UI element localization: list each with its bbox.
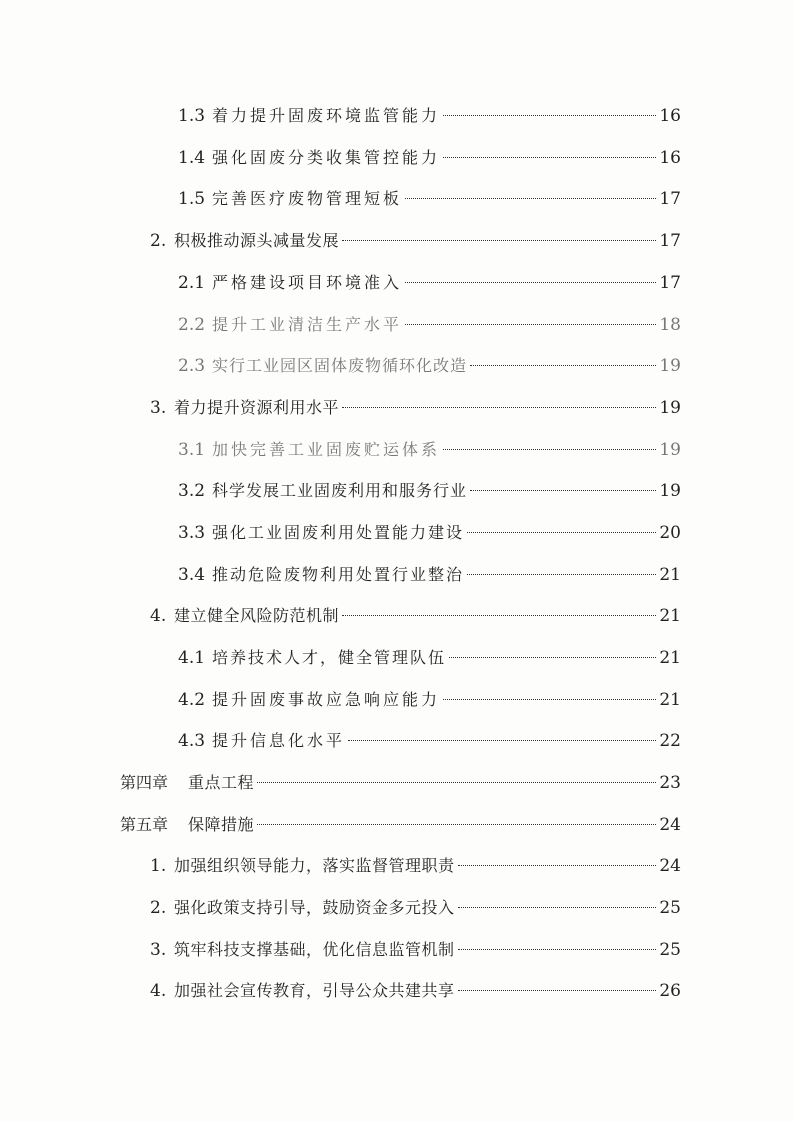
toc-leader-dots bbox=[470, 365, 656, 366]
toc-entry[interactable] bbox=[178, 187, 681, 211]
toc-entry-title: 着力提升固废环境监管能力 bbox=[212, 106, 441, 125]
toc-entry-page: 25 bbox=[659, 898, 681, 918]
toc-entry-title: 筑牢科技支撑基础，优化信息监管机制 bbox=[174, 940, 455, 959]
toc-leader-dots bbox=[458, 865, 656, 866]
toc-entry-page: 24 bbox=[659, 856, 681, 876]
toc-entry-number: 1.5 bbox=[178, 189, 206, 209]
toc-leader-dots bbox=[449, 657, 656, 658]
toc-leader-dots bbox=[443, 699, 656, 700]
toc-entry-title: 重点工程 bbox=[188, 773, 255, 792]
toc-entry-number: 1.4 bbox=[178, 148, 206, 168]
toc-entry-page: 16 bbox=[659, 148, 681, 168]
toc-leader-dots bbox=[257, 782, 656, 783]
toc-entry-title: 严格建设项目环境准入 bbox=[212, 273, 403, 292]
toc-entry-number: 4. bbox=[150, 981, 167, 1001]
toc-leader-dots bbox=[405, 198, 656, 199]
toc-entry-number: 2. bbox=[150, 898, 167, 918]
toc-entry-page: 17 bbox=[659, 189, 681, 209]
toc-leader-dots bbox=[458, 990, 656, 991]
toc-entry-page: 21 bbox=[659, 648, 681, 668]
toc-entry[interactable] bbox=[178, 688, 681, 712]
toc-entry-page: 25 bbox=[659, 940, 681, 960]
toc-entry-title: 强化固废分类收集管控能力 bbox=[212, 148, 441, 167]
toc-entry[interactable] bbox=[150, 396, 681, 420]
toc-entry-number: 3.3 bbox=[178, 523, 206, 543]
toc-entry[interactable] bbox=[150, 938, 681, 962]
toc-entry-title: 强化工业固废利用处置能力建设 bbox=[212, 523, 465, 542]
toc-entry[interactable] bbox=[120, 813, 681, 837]
toc-leader-dots bbox=[348, 740, 656, 741]
toc-leader-dots bbox=[458, 907, 656, 908]
toc-entry-title: 培养技术人才，健全管理队伍 bbox=[212, 648, 447, 667]
toc-entry-page: 16 bbox=[659, 106, 681, 126]
toc-entry[interactable] bbox=[150, 979, 681, 1003]
toc-entry-page: 20 bbox=[659, 523, 681, 543]
toc-entry[interactable] bbox=[150, 229, 681, 253]
toc-entry-title: 提升固废事故应急响应能力 bbox=[212, 690, 441, 709]
toc-leader-dots bbox=[405, 282, 656, 283]
toc-entry-number: 3. bbox=[150, 940, 167, 960]
toc-entry-title: 完善医疗废物管理短板 bbox=[212, 189, 403, 208]
toc-entry[interactable] bbox=[178, 563, 681, 587]
toc-entry-title: 强化政策支持引导，鼓励资金多元投入 bbox=[174, 898, 455, 917]
toc-entry-number: 1. bbox=[150, 856, 167, 876]
toc-entry-number: 1.3 bbox=[178, 106, 206, 126]
toc-entry[interactable] bbox=[150, 854, 681, 878]
toc-entry-title: 建立健全风险防范机制 bbox=[174, 606, 340, 625]
toc-entry-page: 19 bbox=[659, 481, 681, 501]
toc-entry-title: 保障措施 bbox=[188, 815, 255, 834]
toc-entry-page: 22 bbox=[659, 731, 681, 751]
toc-entry[interactable] bbox=[178, 271, 681, 295]
toc-entry-title: 积极推动源头减量发展 bbox=[174, 231, 340, 250]
toc-entry-page: 26 bbox=[659, 981, 681, 1001]
toc-entry-page: 17 bbox=[659, 231, 681, 251]
toc-entry-page: 17 bbox=[659, 273, 681, 293]
toc-entry-title: 提升工业清洁生产水平 bbox=[212, 315, 403, 334]
toc-entry[interactable] bbox=[120, 771, 681, 795]
toc-entry[interactable] bbox=[178, 646, 681, 670]
toc-entry-page: 19 bbox=[659, 398, 681, 418]
toc-entry-page: 23 bbox=[659, 773, 681, 793]
toc-entry-number: 第四章 bbox=[120, 773, 169, 792]
toc-entry-number: 2.2 bbox=[178, 315, 206, 335]
toc-entry[interactable] bbox=[178, 521, 681, 545]
toc-entry-number: 2.1 bbox=[178, 273, 206, 293]
toc-leader-dots bbox=[443, 115, 656, 116]
toc-entry-number: 2.3 bbox=[178, 356, 206, 376]
toc-entry-number: 4.3 bbox=[178, 731, 206, 751]
toc-entry-page: 19 bbox=[659, 356, 681, 376]
toc-entry[interactable] bbox=[178, 438, 681, 462]
toc-entry-title: 着力提升资源利用水平 bbox=[174, 398, 340, 417]
toc-entry-page: 19 bbox=[659, 440, 681, 460]
toc-entry-number: 3. bbox=[150, 398, 167, 418]
toc-leader-dots bbox=[342, 240, 656, 241]
toc-entry-number: 3.4 bbox=[178, 565, 206, 585]
toc-entry[interactable] bbox=[178, 146, 681, 170]
toc-entry-title: 加快完善工业固废贮运体系 bbox=[212, 440, 441, 459]
toc-entry-title: 加强社会宣传教育，引导公众共建共享 bbox=[174, 981, 455, 1000]
toc-entry-title: 科学发展工业固废利用和服务行业 bbox=[212, 481, 468, 500]
toc-entry-number: 4. bbox=[150, 606, 167, 626]
toc-entry-title: 实行工业园区固体废物循环化改造 bbox=[212, 356, 468, 375]
toc-entry[interactable] bbox=[178, 729, 681, 753]
toc-leader-dots bbox=[342, 615, 656, 616]
toc-entry-title: 推动危险废物利用处置行业整治 bbox=[212, 565, 465, 584]
toc-entry-title: 加强组织领导能力，落实监督管理职责 bbox=[174, 856, 455, 875]
toc-entry[interactable] bbox=[178, 313, 681, 337]
toc-leader-dots bbox=[405, 324, 656, 325]
toc-entry-number: 第五章 bbox=[120, 815, 169, 834]
toc-entry[interactable] bbox=[150, 896, 681, 920]
toc-leader-dots bbox=[470, 490, 656, 491]
toc-leader-dots bbox=[467, 532, 656, 533]
toc-entry-page: 18 bbox=[659, 315, 681, 335]
toc-entry-page: 21 bbox=[659, 690, 681, 710]
toc-leader-dots bbox=[467, 574, 656, 575]
toc-entry-number: 2. bbox=[150, 231, 167, 251]
toc-entry[interactable] bbox=[178, 104, 681, 128]
toc-leader-dots bbox=[257, 824, 656, 825]
toc-entry-number: 4.1 bbox=[178, 648, 206, 668]
toc-entry-page: 21 bbox=[659, 606, 681, 626]
toc-entry-page: 24 bbox=[659, 815, 681, 835]
toc-entry[interactable] bbox=[178, 354, 681, 378]
toc-leader-dots bbox=[342, 407, 656, 408]
toc-leader-dots bbox=[458, 949, 656, 950]
toc-entry-number: 3.1 bbox=[178, 440, 206, 460]
toc-leader-dots bbox=[443, 449, 656, 450]
toc-entry-title: 提升信息化水平 bbox=[212, 731, 346, 750]
toc-leader-dots bbox=[443, 157, 656, 158]
toc-entry-number: 3.2 bbox=[178, 481, 206, 501]
toc-entry-number: 4.2 bbox=[178, 690, 206, 710]
toc-entry-page: 21 bbox=[659, 565, 681, 585]
toc-entry[interactable] bbox=[150, 604, 681, 628]
toc-entry[interactable] bbox=[178, 479, 681, 503]
